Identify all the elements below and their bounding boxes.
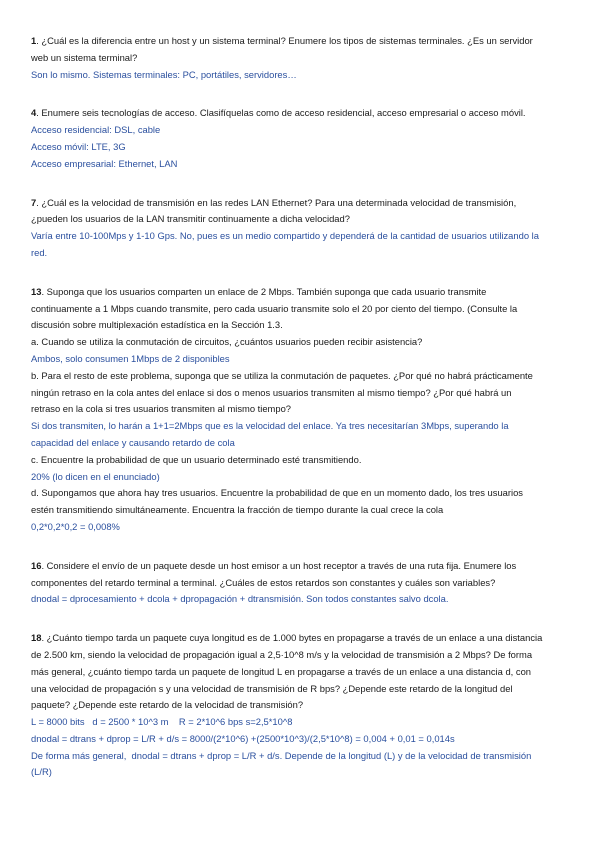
question-18-line-3: más general, ¿cuánto tiempo tarda un paquete de longitud L en propagarse a través de un enlace a una distancia d, con [31,665,531,677]
question-13-line-1: 13. Suponga que los usuarios comparten un enlace de 2 Mbps. También suponga que cada usuario transmite [31,285,487,297]
question-number: 18 [31,632,42,644]
answer-4-residential: Acceso residencial: DSL, cable [31,124,161,136]
question-number: 4 [31,107,37,119]
answer-13b-line-1: Si dos transmiten, lo harán a 1+1=2Mbps que es la velocidad del enlace. Ya tres necesitarían 3Mbps, superando la [31,420,509,432]
answer-18-general-line-2: (L/R) [31,766,52,778]
question-number: 13 [31,285,42,297]
question-13b-line-1: b. Para el resto de este problema, suponga que se utiliza la conmutación de paquetes. ¿Por qué no habrá prácticamente [31,369,533,381]
question-16 [31,558,569,608]
answer-13b-line-2: capacidad del enlace y causando retardo de cola [31,436,235,448]
question-18-line-1: 18. ¿Cuánto tiempo tarda un paquete cuya longitud es de 1.000 bytes en propagarse a través de un enlace a una distancia [31,632,543,644]
answer-4-enterprise: Acceso empresarial: Ethernet, LAN [31,157,178,169]
answer-18-general-line-1: De forma más general, dnodal = dtrans + dprop = L/R + d/s. Depende de la longitud (L) y de la velocidad de transmisión [31,749,532,761]
question-13b-line-2: ningún retraso en la cola antes del enlace si dos o menos usuarios transmiten al mismo tiempo? ¿Por qué habrá un [31,386,512,398]
answer-7-line-2: red. [31,246,48,258]
answer-13d: 0,2*0,2*0,2 = 0,008% [31,520,120,532]
question-16-line-1: 16. Considere el envío de un paquete desde un host emisor a un host receptor a través de una ruta fija. Enumere los [31,559,517,571]
question-18-line-5: paquete? ¿Depende este retardo de la velocidad de transmisión? [31,699,304,711]
question-13 [31,284,569,536]
question-13b-line-3: retraso en la cola si tres usuarios transmiten al mismo tiempo? [31,403,292,415]
answer-18-calculation: dnodal = dtrans + dprop = L/R + d/s = 8000/(2*10^6) +(2500*10^3)/(2,5*10^8) = 0,004 + 0,01 = 0,014s [31,732,455,744]
question-18-line-4: una velocidad de propagación s y una velocidad de transmisión de R bps? ¿Depende este retardo de la longitud del [31,682,513,694]
question-18-line-2: de 2.500 km, siendo la velocidad de propagación igual a 2,5·10^8 m/s y la velocidad de transmisión a 2 Mbps? De forma [31,648,533,660]
question-16-line-2: componentes del retardo terminal a terminal. ¿Cuáles de estos retardos son constantes y cuáles son variables? [31,576,496,588]
question-13a: a. Cuando se utiliza la conmutación de circuitos, ¿cuántos usuarios pueden recibir asistencia? [31,336,423,348]
answer-4-mobile: Acceso móvil: LTE, 3G [31,140,126,152]
question-4-line-1: 4. Enumere seis tecnologías de acceso. Clasifíquelas como de acceso residencial, acceso empresarial o acceso móvil. [31,107,526,119]
question-number: 1 [31,35,37,46]
question-4 [31,105,569,172]
question-number: 7 [31,196,37,208]
answer-13a: Ambos, solo consumen 1Mbps de 2 disponibles [31,352,230,364]
question-18 [31,630,569,781]
question-number: 16 [31,559,42,571]
question-7 [31,195,569,262]
question-7-line-2: ¿pueden los usuarios de la LAN transmitir continuamente a dicha velocidad? [31,213,350,225]
question-1-line-1: 1. ¿Cuál es la diferencia entre un host y un sistema terminal? Enumere los tipos de sistemas terminales. ¿Es un servidor [31,35,533,46]
question-13d-line-1: d. Supongamos que ahora hay tres usuarios. Encuentre la probabilidad de que en un momento dado, los tres usuarios [31,487,523,499]
answer-7-line-1: Varía entre 10-100Mps y 1-10 Gps. No, pues es un medio compartido y dependerá de la cantidad de usuarios utilizando la [31,230,539,242]
answer-13c: 20% (lo dicen en el enunciado) [31,470,160,482]
question-13-line-2: continuamente a 1 Mbps cuando transmite, pero cada usuario transmite solo el 20 por ciento del tiempo. (Consulte la [31,302,518,314]
question-13c: c. Encuentre la probabilidad de que un usuario determinado esté transmitiendo. [31,453,362,465]
answer-18-values: L = 8000 bits d = 2500 * 10^3 m R = 2*10^6 bps s=2,5*10^8 [31,716,293,728]
answer-16: dnodal = dprocesamiento + dcola + dpropagación + dtransmisión. Son todos constantes salvo dcola. [31,593,449,605]
question-13d-line-2: estén transmitiendo simultáneamente. Encuentra la fracción de tiempo durante la cual crece la cola [31,504,444,516]
question-7-line-1: 7. ¿Cuál es la velocidad de transmisión en las redes LAN Ethernet? Para una determinada velocidad de transmisión, [31,196,517,208]
question-1 [31,33,569,83]
answer-1: Son lo mismo. Sistemas terminales: PC, portátiles, servidores… [31,68,297,80]
question-13-line-3: discusión sobre multiplexación estadística en la Sección 1.3. [31,319,283,331]
question-1-line-2: web un sistema terminal? [31,51,138,63]
